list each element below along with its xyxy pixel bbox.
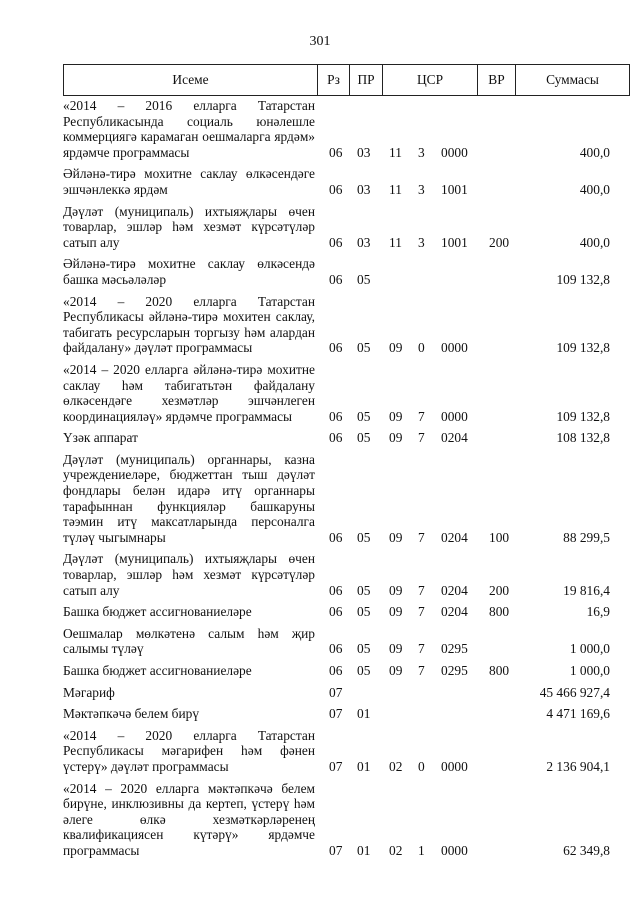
row-pr: 05	[357, 604, 371, 620]
row-rz: 07	[329, 706, 343, 722]
row-sum: 109 132,8	[556, 408, 610, 424]
row-c1: 11	[389, 234, 402, 250]
row-sum: 109 132,8	[556, 271, 610, 287]
row-vr: 800	[489, 604, 510, 620]
row-pr: 05	[357, 529, 371, 545]
row-c1: 02	[389, 842, 403, 858]
page-number: 301	[309, 34, 331, 49]
row-name: «2014 – 2020 елларга мәктәпкәчә белем бирүне, инклюзивны да кертеп, үстерү һәм әлеге өлкә хезмәткәрләренең квалификациясен күтәрү» ярдәмче программасы	[63, 780, 315, 858]
row-pr: 05	[357, 340, 371, 356]
row-rz: 06	[329, 641, 343, 657]
table-row	[0, 685, 640, 701]
row-rz: 06	[329, 529, 343, 545]
table-row	[0, 204, 640, 251]
row-rz: 06	[329, 181, 343, 197]
row-sum: 1 000,0	[569, 663, 610, 678]
row-c2: 7	[418, 663, 425, 678]
row-pr: 03	[357, 181, 371, 197]
row-c2: 7	[418, 430, 425, 446]
row-sum: 2 136 904,1	[546, 758, 610, 774]
row-rz: 06	[329, 340, 343, 356]
row-c3: 0204	[441, 430, 468, 446]
row-c3: 0204	[441, 604, 468, 620]
row-rz: 07	[329, 842, 343, 858]
row-name: «2014 – 2020 елларга Татарстан Республикасы әйләнә-тирә мохитен саклау, табигать ресурсларын торгызу һәм алардан файдалану» дәүләт программасы	[63, 293, 315, 356]
row-rz: 06	[329, 144, 343, 160]
row-c3: 0000	[441, 758, 468, 774]
row-rz: 06	[329, 271, 343, 287]
row-c3: 0000	[441, 144, 468, 160]
header-sum: Суммасы	[546, 72, 599, 87]
header-name: Исеме	[64, 65, 318, 95]
row-c1: 09	[389, 663, 403, 678]
row-sum: 109 132,8	[556, 340, 610, 356]
row-rz: 07	[329, 684, 343, 700]
row-c3: 0204	[441, 582, 468, 598]
row-name: Дәүләт (муниципаль) ихтыяҗлары өчен товарлар, эшләр һәм хезмәт күрсәтүләр сатып алу	[63, 203, 315, 250]
table-row	[0, 663, 640, 679]
table-row	[0, 604, 640, 620]
table-row	[0, 294, 640, 356]
table-row	[0, 430, 640, 446]
row-pr: 01	[357, 758, 371, 774]
row-vr: 200	[489, 582, 510, 598]
row-sum: 19 816,4	[563, 582, 610, 598]
row-vr: 200	[489, 234, 510, 250]
row-name: Мәгариф	[63, 684, 115, 700]
table-row	[0, 452, 640, 546]
row-c2: 1	[418, 842, 425, 858]
table-row	[0, 166, 640, 197]
row-c1: 09	[389, 408, 403, 424]
row-c3: 0204	[441, 529, 468, 545]
row-c1: 02	[389, 758, 403, 774]
row-name: Дәүләт (муниципаль) органнары, казна учреждениеләре, бюджеттан тыш дәүләт фондлары белән идарә итү органнары тарафыннан функцияләр башкаруны тәэмин итү максатларында персоналга түләү чыгымнары	[63, 451, 315, 545]
row-rz: 06	[329, 663, 343, 678]
row-c2: 7	[418, 529, 425, 545]
row-c1: 09	[389, 430, 403, 446]
table-row	[0, 781, 640, 859]
row-rz: 06	[329, 408, 343, 424]
row-c2: 3	[418, 181, 425, 197]
row-sum: 4 471 169,6	[546, 706, 610, 722]
row-c3: 0000	[441, 340, 468, 356]
row-vr: 800	[489, 663, 510, 678]
row-name: Үзәк аппарат	[63, 430, 138, 446]
row-name: Әйләнә-тирә мохитне саклау өлкәсендә башка мәсьәләләр	[63, 256, 315, 287]
row-pr: 05	[357, 408, 371, 424]
row-c3: 1001	[441, 234, 468, 250]
row-sum: 400,0	[579, 234, 610, 250]
row-c1: 09	[389, 582, 403, 598]
header-vr: ВР	[478, 65, 516, 95]
row-name: Дәүләт (муниципаль) ихтыяҗлары өчен товарлар, эшләр һәм хезмәт күрсәтүләр сатып алу	[63, 551, 315, 598]
row-pr: 05	[357, 582, 371, 598]
row-pr: 05	[357, 271, 371, 287]
row-pr: 05	[357, 663, 371, 678]
row-c2: 7	[418, 604, 425, 620]
row-c1: 09	[389, 641, 403, 657]
row-rz: 06	[329, 234, 343, 250]
row-c1: 09	[389, 529, 403, 545]
row-c2: 0	[418, 340, 425, 356]
row-sum: 16,9	[586, 604, 610, 620]
row-pr: 05	[357, 641, 371, 657]
row-c2: 0	[418, 758, 425, 774]
row-c3: 1001	[441, 181, 468, 197]
table-row	[0, 626, 640, 657]
table-row	[0, 706, 640, 722]
row-c2: 7	[418, 641, 425, 657]
row-c3: 0000	[441, 842, 468, 858]
row-c2: 3	[418, 234, 425, 250]
row-name: «2014 – 2016 елларга Татарстан Республикасында социаль юнәлешле коммерциягә карамаган оешмаларга ярдәм» ярдәмче программасы	[63, 98, 315, 160]
row-rz: 06	[329, 604, 343, 620]
row-c1: 11	[389, 144, 402, 160]
row-c3: 0000	[441, 408, 468, 424]
row-c2: 3	[418, 144, 425, 160]
row-sum: 45 466 927,4	[539, 684, 610, 700]
row-name: Башка бюджет ассигнованиеләре	[63, 604, 252, 620]
table-header	[63, 64, 630, 96]
table-row	[0, 362, 640, 424]
header-csr: ЦСР	[383, 65, 478, 95]
row-pr: 03	[357, 144, 371, 160]
table-row	[0, 98, 640, 160]
row-pr: 01	[357, 842, 371, 858]
row-sum: 88 299,5	[563, 529, 610, 545]
row-c3: 0295	[441, 641, 468, 657]
table-row	[0, 256, 640, 287]
row-rz: 06	[329, 430, 343, 446]
table-row	[0, 728, 640, 775]
row-c2: 7	[418, 582, 425, 598]
table-row	[0, 551, 640, 598]
header-pr: ПР	[350, 65, 383, 95]
row-sum: 62 349,8	[563, 842, 610, 858]
row-sum: 1 000,0	[569, 641, 610, 657]
row-name: Мәктәпкәчә белем бирү	[63, 706, 200, 722]
row-sum: 108 132,8	[556, 430, 610, 446]
row-c1: 09	[389, 604, 403, 620]
row-name: «2014 – 2020 елларга Татарстан Республикасы мәгарифен һәм фәнен үстерү» дәүләт программасы	[63, 727, 315, 774]
row-pr: 05	[357, 430, 371, 446]
row-c1: 11	[389, 181, 402, 197]
row-sum: 400,0	[579, 144, 610, 160]
table-body	[0, 98, 640, 865]
row-c2: 7	[418, 408, 425, 424]
row-vr: 100	[489, 529, 510, 545]
row-name: Әйләнә-тирә мохитне саклау өлкәсендәге эшчәнлеккә ярдәм	[63, 166, 315, 197]
row-c1: 09	[389, 340, 403, 356]
row-rz: 07	[329, 758, 343, 774]
row-name: Башка бюджет ассигнованиеләре	[63, 663, 252, 678]
row-pr: 01	[357, 706, 371, 722]
row-name: Оешмалар мөлкәтенә салым һәм җир салымы түләү	[63, 625, 315, 657]
row-sum: 400,0	[579, 181, 610, 197]
row-name: «2014 – 2020 елларга әйләнә-тирә мохитне саклау һәм табигатьтән файдалану өлкәсендәге хезмәтләр эшчәнлеген координацияләү» ярдәмче программасы	[63, 361, 315, 424]
header-rz: Рз	[318, 65, 350, 95]
row-rz: 06	[329, 582, 343, 598]
row-c3: 0295	[441, 663, 468, 678]
row-pr: 03	[357, 234, 371, 250]
